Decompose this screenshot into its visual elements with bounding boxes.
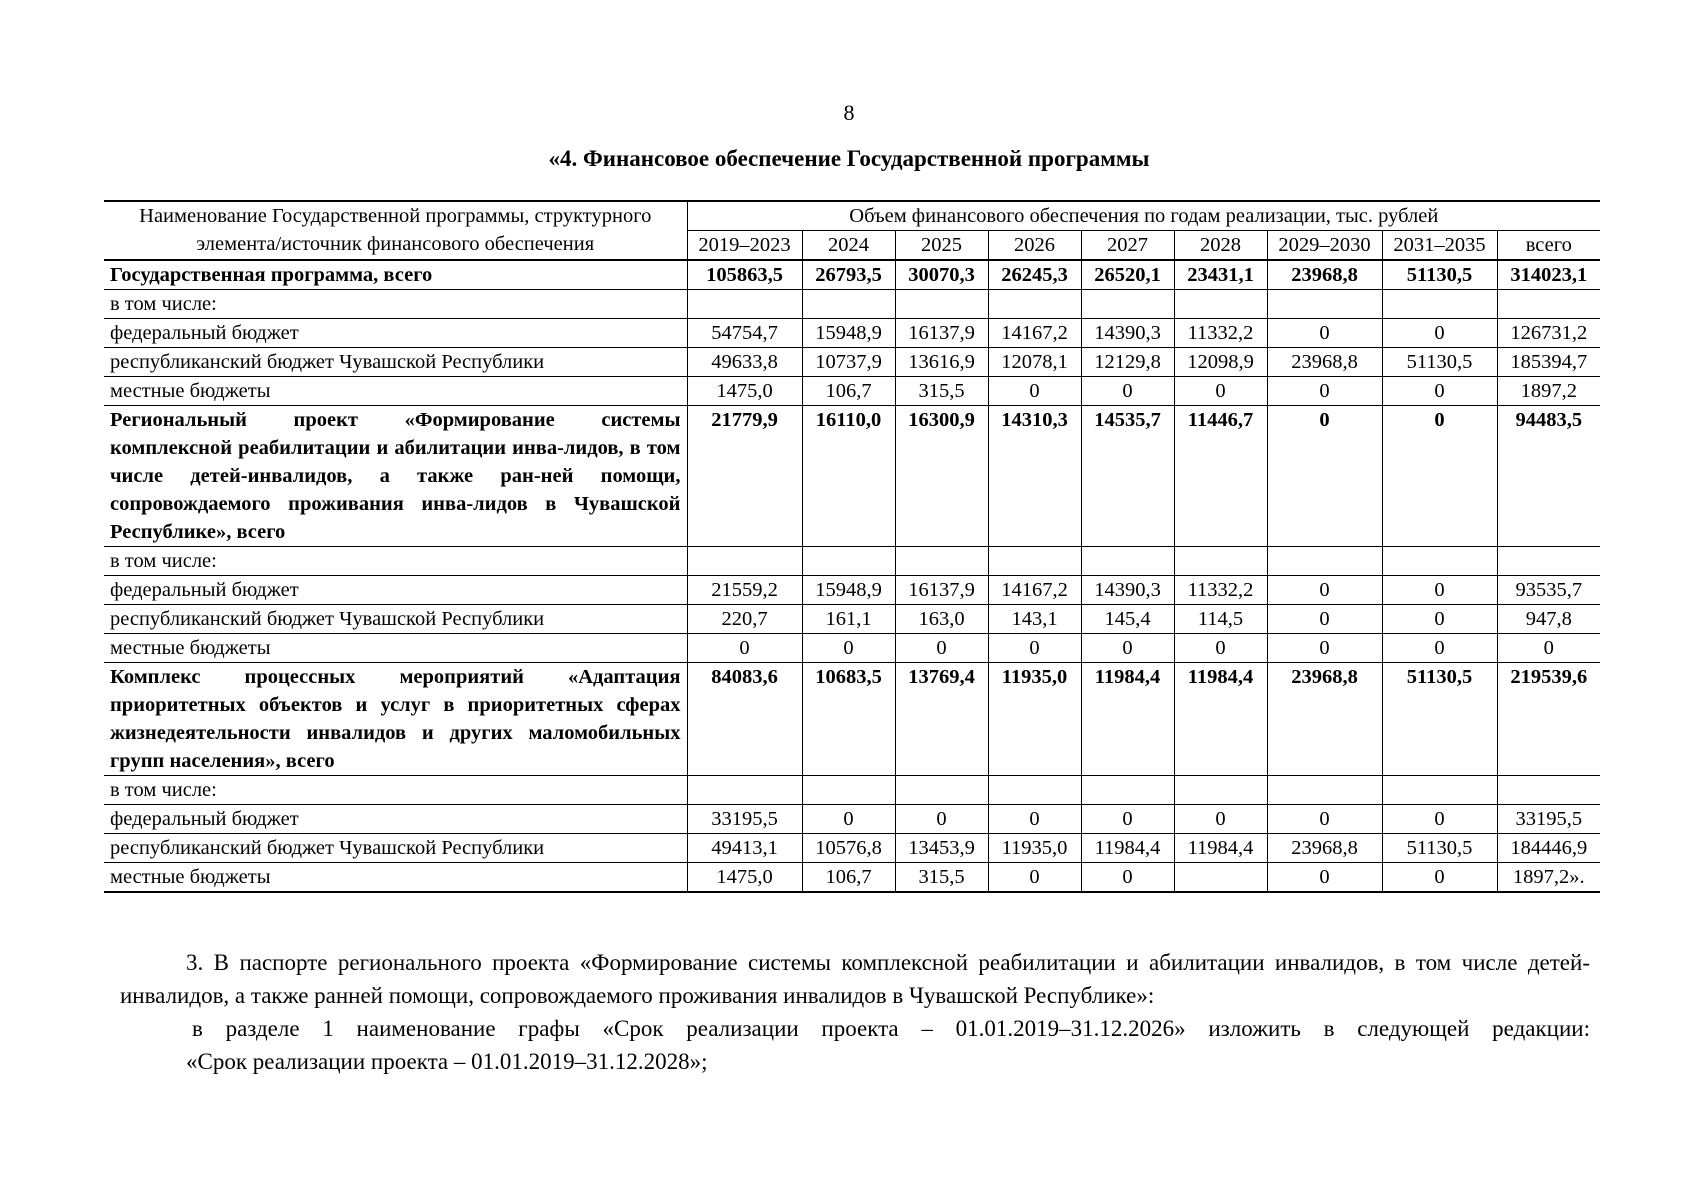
value-cell: 30070,3: [895, 260, 988, 290]
value-cell: [1497, 776, 1600, 805]
value-cell: 13769,4: [895, 663, 988, 776]
value-cell: [687, 776, 802, 805]
table-header: [104, 201, 1600, 260]
value-cell: [1174, 863, 1267, 893]
value-cell: 26245,3: [988, 260, 1081, 290]
value-cell: 0: [1382, 319, 1497, 348]
table-row: [104, 834, 1600, 863]
value-cell: [802, 776, 895, 805]
value-cell: [895, 547, 988, 576]
value-cell: 11984,4: [1081, 834, 1174, 863]
value-cell: 161,1: [802, 605, 895, 634]
value-cell: 0: [1267, 377, 1382, 406]
value-cell: 143,1: [988, 605, 1081, 634]
value-cell: 315,5: [895, 377, 988, 406]
value-cell: [687, 290, 802, 319]
row-name-cell: в том числе:: [104, 776, 687, 805]
value-cell: 0: [895, 805, 988, 834]
value-cell: [802, 290, 895, 319]
value-cell: 0: [1174, 805, 1267, 834]
value-cell: [1081, 776, 1174, 805]
value-cell: 126731,2: [1497, 319, 1600, 348]
value-cell: 314023,1: [1497, 260, 1600, 290]
value-cell: 15948,9: [802, 576, 895, 605]
header-year: 2029–2030: [1267, 231, 1382, 261]
value-cell: 0: [1081, 634, 1174, 663]
value-cell: 1897,2: [1497, 377, 1600, 406]
value-cell: [1267, 547, 1382, 576]
value-cell: 0: [1267, 319, 1382, 348]
section-title: «4. Финансовое обеспечение Государственной программы: [548, 146, 1150, 171]
value-cell: 114,5: [1174, 605, 1267, 634]
value-cell: [1081, 547, 1174, 576]
table-row: [104, 634, 1600, 663]
table-row: [104, 377, 1600, 406]
value-cell: 0: [1267, 406, 1382, 547]
value-cell: [988, 547, 1081, 576]
value-cell: 0: [1174, 634, 1267, 663]
value-cell: 1897,2».: [1497, 863, 1600, 893]
row-name-cell: Государственная программа, всего: [104, 260, 687, 290]
row-name-cell: Комплекс процессных мероприятий «Адаптация приоритетных объектов и услуг в приоритетных сферах жизнедеятельности инвалидов и других маломобильных групп населения», всего: [104, 663, 687, 776]
value-cell: 0: [1382, 377, 1497, 406]
table-body: [104, 260, 1600, 892]
value-cell: [1174, 290, 1267, 319]
value-cell: 26520,1: [1081, 260, 1174, 290]
value-cell: 0: [802, 634, 895, 663]
row-name-cell: местные бюджеты: [104, 863, 687, 893]
value-cell: 33195,5: [1497, 805, 1600, 834]
value-cell: 0: [687, 634, 802, 663]
row-name-cell: федеральный бюджет: [104, 319, 687, 348]
value-cell: 51130,5: [1382, 260, 1497, 290]
value-cell: 49413,1: [687, 834, 802, 863]
header-year: 2019–2023: [687, 231, 802, 261]
value-cell: 0: [895, 634, 988, 663]
value-cell: 16137,9: [895, 576, 988, 605]
value-cell: [1081, 290, 1174, 319]
value-cell: 14310,3: [988, 406, 1081, 547]
value-cell: 33195,5: [687, 805, 802, 834]
value-cell: 51130,5: [1382, 348, 1497, 377]
value-cell: [1382, 776, 1497, 805]
paragraph-new-wording: «Срок реализации проекта – 01.01.2019–31.12.2028»;: [186, 1049, 708, 1074]
header-year: 2024: [802, 231, 895, 261]
table-row: [104, 776, 1600, 805]
value-cell: 0: [1382, 605, 1497, 634]
value-cell: 14167,2: [988, 319, 1081, 348]
value-cell: 0: [1081, 377, 1174, 406]
value-cell: 16300,9: [895, 406, 988, 547]
row-name-cell: Региональный проект «Формирование системы комплексной реабилитации и абилитации инва-лидов, в том числе детей-инвалидов, а также ран-ней помощи, сопровождаемого проживания инва-лидов в Чувашской Республике», всего: [104, 406, 687, 547]
financing-table: [104, 200, 1600, 893]
value-cell: [1174, 776, 1267, 805]
value-cell: 0: [1267, 605, 1382, 634]
value-cell: 0: [1382, 805, 1497, 834]
value-cell: 0: [1382, 406, 1497, 547]
header-year: 2026: [988, 231, 1081, 261]
value-cell: [1174, 547, 1267, 576]
table-row: [104, 348, 1600, 377]
row-name-cell: республиканский бюджет Чувашской Республики: [104, 834, 687, 863]
value-cell: [1497, 547, 1600, 576]
paragraph-item-3: 3. В паспорте регионального проекта «Формирование системы комплексной реабилитации и абилитации инвалидов, в том числе детей-инвалидов, а также ранней помощи, сопровождаемого проживания инвалидов в Чувашской Республике»:: [120, 950, 1590, 1008]
value-cell: 0: [1382, 863, 1497, 893]
row-name-cell: в том числе:: [104, 547, 687, 576]
value-cell: 220,7: [687, 605, 802, 634]
value-cell: 1475,0: [687, 377, 802, 406]
value-cell: 23968,8: [1267, 663, 1382, 776]
value-cell: 0: [988, 634, 1081, 663]
value-cell: 11984,4: [1174, 834, 1267, 863]
table-row: [104, 576, 1600, 605]
value-cell: 11446,7: [1174, 406, 1267, 547]
value-cell: 0: [1267, 805, 1382, 834]
value-cell: 105863,5: [687, 260, 802, 290]
value-cell: [1497, 290, 1600, 319]
value-cell: 0: [1174, 377, 1267, 406]
value-cell: 14390,3: [1081, 319, 1174, 348]
value-cell: 163,0: [895, 605, 988, 634]
value-cell: 0: [1267, 634, 1382, 663]
value-cell: 11984,4: [1081, 663, 1174, 776]
value-cell: 0: [1267, 576, 1382, 605]
value-cell: 13453,9: [895, 834, 988, 863]
value-cell: 23968,8: [1267, 348, 1382, 377]
value-cell: 14390,3: [1081, 576, 1174, 605]
value-cell: [1267, 290, 1382, 319]
header-name-column: Наименование Государственной программы, структурного элемента/источник финансового обеспечения: [104, 201, 687, 260]
value-cell: 23968,8: [1267, 260, 1382, 290]
value-cell: 11332,2: [1174, 576, 1267, 605]
value-cell: 0: [1081, 863, 1174, 893]
value-cell: 51130,5: [1382, 834, 1497, 863]
value-cell: 0: [1382, 634, 1497, 663]
value-cell: 84083,6: [687, 663, 802, 776]
value-cell: 11935,0: [988, 663, 1081, 776]
value-cell: 106,7: [802, 377, 895, 406]
header-year: 2027: [1081, 231, 1174, 261]
value-cell: 0: [988, 805, 1081, 834]
value-cell: [802, 547, 895, 576]
value-cell: 947,8: [1497, 605, 1600, 634]
value-cell: 93535,7: [1497, 576, 1600, 605]
table-row: [104, 260, 1600, 290]
value-cell: 21779,9: [687, 406, 802, 547]
value-cell: 12129,8: [1081, 348, 1174, 377]
value-cell: [1267, 776, 1382, 805]
table-row: [104, 319, 1600, 348]
header-year: 2028: [1174, 231, 1267, 261]
table-row: [104, 290, 1600, 319]
row-name-cell: в том числе:: [104, 290, 687, 319]
value-cell: 0: [1267, 863, 1382, 893]
value-cell: 15948,9: [802, 319, 895, 348]
value-cell: 12078,1: [988, 348, 1081, 377]
value-cell: 14167,2: [988, 576, 1081, 605]
value-cell: 0: [1497, 634, 1600, 663]
value-cell: 106,7: [802, 863, 895, 893]
value-cell: 54754,7: [687, 319, 802, 348]
value-cell: 185394,7: [1497, 348, 1600, 377]
header-group-title: Объем финансового обеспечения по годам реализации, тыс. рублей: [687, 201, 1600, 231]
table-row: [104, 406, 1600, 547]
table-row: [104, 663, 1600, 776]
table-row: [104, 863, 1600, 893]
value-cell: 21559,2: [687, 576, 802, 605]
value-cell: 10576,8: [802, 834, 895, 863]
value-cell: 0: [988, 377, 1081, 406]
value-cell: 26793,5: [802, 260, 895, 290]
value-cell: 219539,6: [1497, 663, 1600, 776]
value-cell: 16110,0: [802, 406, 895, 547]
value-cell: 51130,5: [1382, 663, 1497, 776]
value-cell: 11935,0: [988, 834, 1081, 863]
value-cell: 145,4: [1081, 605, 1174, 634]
value-cell: [687, 547, 802, 576]
value-cell: [895, 290, 988, 319]
value-cell: 11984,4: [1174, 663, 1267, 776]
row-name-cell: республиканский бюджет Чувашской Республики: [104, 605, 687, 634]
value-cell: 23968,8: [1267, 834, 1382, 863]
value-cell: 49633,8: [687, 348, 802, 377]
table-row: [104, 805, 1600, 834]
value-cell: 0: [1382, 576, 1497, 605]
value-cell: 1475,0: [687, 863, 802, 893]
row-name-cell: федеральный бюджет: [104, 805, 687, 834]
value-cell: 14535,7: [1081, 406, 1174, 547]
row-name-cell: местные бюджеты: [104, 377, 687, 406]
row-name-cell: республиканский бюджет Чувашской Республики: [104, 348, 687, 377]
value-cell: 11332,2: [1174, 319, 1267, 348]
value-cell: 10737,9: [802, 348, 895, 377]
value-cell: 10683,5: [802, 663, 895, 776]
value-cell: [1382, 547, 1497, 576]
value-cell: 0: [1081, 805, 1174, 834]
header-year: 2031–2035: [1382, 231, 1497, 261]
value-cell: [1382, 290, 1497, 319]
value-cell: 0: [988, 863, 1081, 893]
value-cell: 94483,5: [1497, 406, 1600, 547]
value-cell: 315,5: [895, 863, 988, 893]
value-cell: 23431,1: [1174, 260, 1267, 290]
row-name-cell: федеральный бюджет: [104, 576, 687, 605]
value-cell: 184446,9: [1497, 834, 1600, 863]
table-row: [104, 605, 1600, 634]
row-name-cell: местные бюджеты: [104, 634, 687, 663]
value-cell: [895, 776, 988, 805]
header-year: 2025: [895, 231, 988, 261]
header-year: всего: [1497, 231, 1600, 261]
page-number: 8: [843, 100, 855, 125]
value-cell: 13616,9: [895, 348, 988, 377]
table-row: [104, 547, 1600, 576]
paragraph-section-1-change: в разделе 1 наименование графы «Срок реализации проекта – 01.01.2019–31.12.2026» изложить в следующей редакции:: [192, 1016, 1590, 1041]
value-cell: 12098,9: [1174, 348, 1267, 377]
value-cell: [988, 290, 1081, 319]
value-cell: [988, 776, 1081, 805]
value-cell: 0: [802, 805, 895, 834]
value-cell: 16137,9: [895, 319, 988, 348]
